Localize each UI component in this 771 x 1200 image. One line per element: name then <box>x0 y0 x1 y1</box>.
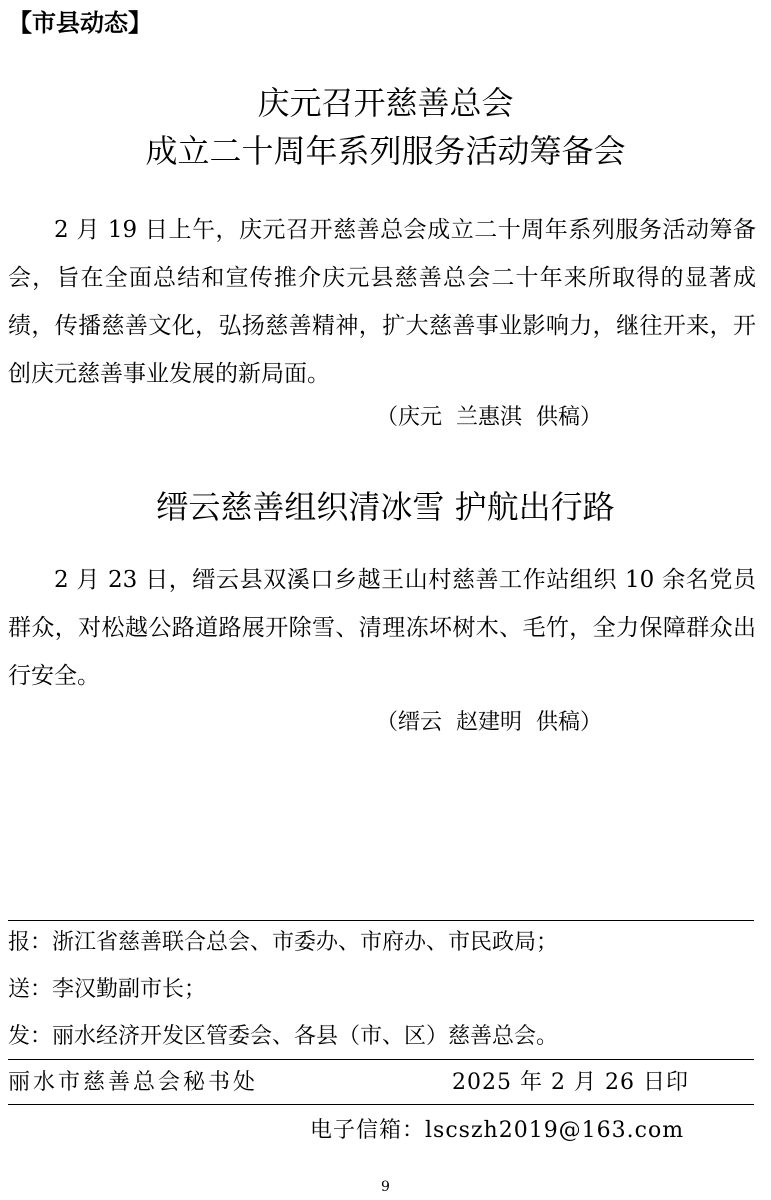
article-1-credit: （庆元 兰惠淇 供稿） <box>376 405 602 430</box>
distribution-send: 送：李汉勤副市长； <box>8 977 207 1002</box>
section-tag: 【市县动态】 <box>8 9 152 37</box>
article-2-title: 缙云慈善组织清冰雪 护航出行路 <box>156 488 615 526</box>
article-2-credit: （缙云 赵建明 供稿） <box>376 710 602 735</box>
distribution-issue: 发：丽水经济开发区管委会、各县（市、区）慈善总会。 <box>8 1024 559 1049</box>
divider-top <box>8 920 754 921</box>
page-number: 9 <box>381 1179 390 1195</box>
divider-bottom <box>8 1104 754 1105</box>
article-2-body: 2 月 23 日，缙云县双溪口乡越王山村慈善工作站组织 10 余名党员群众，对松越公路道路展开除雪、清理冻坏树木、毛竹，全力保障群众出行安全。 <box>8 567 756 689</box>
distribution-report: 报：浙江省慈善联合总会、市委办、市府办、市民政局； <box>8 930 559 955</box>
contact-email: 电子信箱：lscszh2019@163.com <box>310 1118 685 1143</box>
article-1-title-line-1: 庆元召开慈善总会 <box>257 84 514 122</box>
divider-middle <box>8 1059 754 1060</box>
article-1-title-line-2: 成立二十周年系列服务活动筹备会 <box>145 132 626 170</box>
article-1-body: 2 月 19 日上午，庆元召开慈善总会成立二十周年系列服务活动筹备会，旨在全面总结和宣传推介庆元县慈善总会二十年来所取得的显著成绩，传播慈善文化，弘扬慈善精神，扩大慈善事业影响力，继往开来，开创庆元慈善事业发展的新局面。 <box>8 217 756 387</box>
print-date: 2025 年 2 月 26 日印 <box>452 1070 689 1095</box>
issuer: 丽水市慈善总会秘书处 <box>8 1070 259 1095</box>
